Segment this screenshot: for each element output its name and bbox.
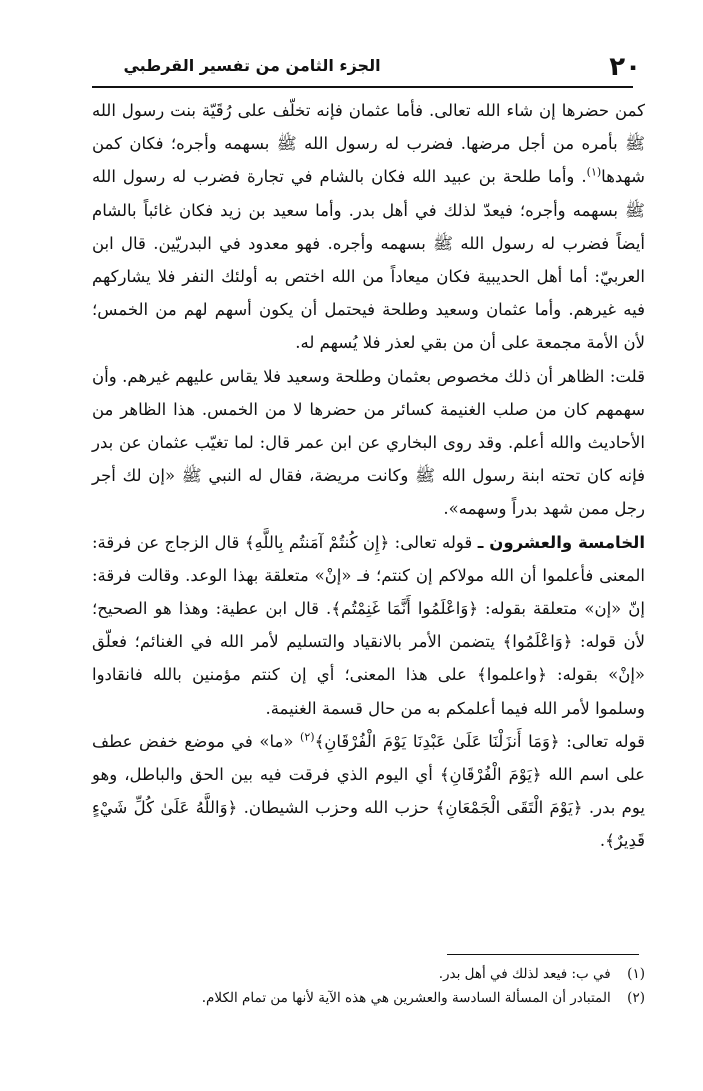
text-segment: حزب الله وحزب الشيطان.: [237, 798, 436, 818]
footnote-text: في ب: فيعد لذلك في أهل بدر.: [438, 966, 611, 982]
quran-quote: ﴿وَاللَّهُ عَلَىٰ كُلِّ شَيْءٍ قَدِيرٌ﴾: [92, 798, 645, 851]
paragraph-issue-25: [92, 526, 645, 725]
text-segment: يتضمن الأمر بالانقياد والتسليم لأمر الله في الغنائم؛ فعلّق «إنْ» بقوله:: [92, 632, 646, 685]
text-segment: كمن حضرها إن شاء الله تعالى. فأما عثمان فإنه تخلّف على رُقَيّة بنت رسول الله ﷺ بأمره من أجل مرضها. فضرب له رسول الله ﷺ بسهمه وأجره؛ فكان كمن شهدها: [92, 101, 645, 187]
footnote-number: (١): [627, 966, 645, 982]
quran-quote: ﴿يَوْمَ الْتَقَى الْجَمْعَانِ﴾: [435, 798, 583, 818]
footnote-ref-1[interactable]: (١): [586, 165, 602, 179]
quran-quote: ﴿وَاعْلَمُوا﴾: [502, 632, 573, 652]
footnote-1: [92, 962, 645, 986]
quran-quote: ﴿واعلموا﴾: [477, 665, 547, 685]
quran-quote: ﴿يَوْمَ الْفُرْقَانِ﴾: [439, 765, 542, 785]
footnote-text: المتبادر أن المسألة السادسة والعشرين هي هذه الآية لأنها من تمام الكلام.: [201, 990, 611, 1006]
paragraph-badr-participants: [92, 94, 645, 360]
text-segment: . قال ابن عطية: وهذا هو الصحيح؛ لأن قوله:: [92, 599, 645, 652]
text-segment: أي اليوم الذي فرقت فيه بين الحق والباطل، وهو يوم بدر.: [92, 765, 645, 818]
footnotes: [92, 962, 645, 1010]
text-segment: قوله تعالى:: [559, 731, 645, 751]
paragraph-qultu: قلت: الظاهر أن ذلك مخصوص بعثمان وطلحة وسعيد فلا يقاس عليهم غيرهم. وأن سهمهم كان من صلب الغنيمة كسائر من حضرها لا من الخمس. هذا الظاهر من الأحاديث والله أعلم. وقد روى البخاري عن ابن عمر قال: لما تغيّب عثمان عن بدر فإنه كان تحته ابنة رسول الله ﷺ وكانت مريضة، فقال له النبي ﷺ «إن لك أجر رجل ممن شهد بدراً وسهمه».: [92, 366, 645, 519]
text-segment: قوله تعالى:: [389, 532, 478, 552]
footnote-ref-2[interactable]: (٢): [300, 730, 315, 744]
issue-heading: الخامسة والعشرون ـ: [477, 532, 645, 552]
text-segment: قال الزجاج عن فرقة: المعنى فأعلموا أن الله مولاكم إن كنتم؛ فـ «إنْ» متعلقة بهذا الوعد. وقالت فرقة: إنّ «إن» متعلقة بقوله:: [92, 532, 645, 619]
footnote-divider: [447, 954, 639, 955]
footnote-number: (٢): [627, 990, 645, 1006]
paragraph-yawm-al-furqan: [92, 725, 645, 858]
page-number: ٢٠: [609, 52, 641, 82]
footnote-2: [92, 986, 645, 1010]
text-segment: . وأما طلحة بن عبيد الله فكان بالشام في تجارة فضرب له رسول الله ﷺ بسهمه وأجره؛ فيعدّ لذلك في أهل بدر. وأما سعيد بن زيد فكان غائباً بالشام أيضاً فضرب له رسول الله ﷺ بسهمه وأجره. فهو معدود في البدريّين. قال ابن العربيّ: أما أهل الحديبية فكان ميعاداً من الله اختص به أولئك النفر فلا يشاركهم فيه غيرهم. وأما عثمان وسعيد وطلحة فيحتمل أن يكون أسهم لهم من الخمس؛ لأن الأمة مجمعة على أن من بقي لعذر فلا يُسهم له.: [92, 167, 645, 353]
page-header: [92, 52, 641, 88]
text-segment: .: [599, 831, 606, 851]
quran-quote: ﴿وَاعْلَمُوا أَنَّمَا غَنِمْتُم﴾: [331, 599, 479, 619]
quran-quote: ﴿إِن كُنتُمْ آمَنتُم بِاللَّهِ﴾: [244, 532, 390, 552]
text-segment: «ما» في موضع خفض عطف على اسم الله: [92, 731, 645, 785]
running-title: الجزء الثامن من تفسير القرطبي: [123, 56, 381, 75]
quran-quote: ﴿وَمَا أَنزَلْنَا عَلَىٰ عَبْدِنَا يَوْمَ الْفُرْقَانِ﴾: [314, 731, 560, 751]
text-segment: على هذا المعنى؛ أي إن كنتم مؤمنين بالله فانقادوا وسلموا لأمر الله فيما أعلمكم به من حال قسمة الغنيمة.: [92, 665, 645, 718]
main-text: [92, 94, 645, 858]
